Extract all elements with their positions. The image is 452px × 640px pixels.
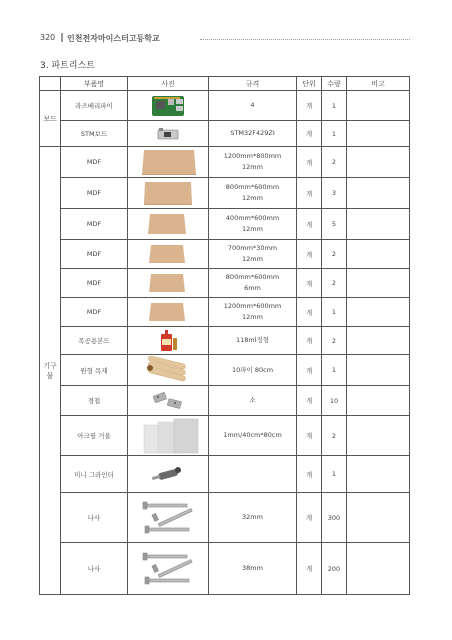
part-name: 원형 목재 <box>61 355 128 386</box>
part-spec <box>209 209 297 240</box>
table-row <box>40 121 410 147</box>
part-photo <box>128 298 209 327</box>
part-unit: 개 <box>297 493 322 543</box>
spec-line-1: 700mm*30mm <box>227 244 278 252</box>
part-spec: 32mm <box>209 493 297 543</box>
part-name: 경첩 <box>61 386 128 416</box>
part-photo <box>128 543 209 595</box>
table-row <box>40 298 410 327</box>
spec-line-2: 12mm <box>242 313 263 321</box>
part-spec: 10파이 80cm <box>209 355 297 386</box>
part-unit: 개 <box>297 209 322 240</box>
part-note <box>347 269 410 298</box>
part-name: MDF <box>61 298 128 327</box>
spec-line-2: 12mm <box>242 163 263 171</box>
part-qty: 1 <box>322 298 347 327</box>
part-note <box>347 147 410 178</box>
table-row <box>40 416 410 456</box>
part-spec: 4 <box>209 91 297 121</box>
part-unit: 개 <box>297 178 322 209</box>
col-header-spec: 규격 <box>209 77 297 91</box>
part-name: 미니 그라인더 <box>61 456 128 493</box>
part-note <box>347 240 410 269</box>
part-qty: 1 <box>322 91 347 121</box>
mdf-board-photo <box>138 148 198 176</box>
part-name: MDF <box>61 178 128 209</box>
part-photo <box>128 147 209 178</box>
header-blank <box>40 77 61 91</box>
table-row <box>40 543 410 595</box>
part-spec: 소 <box>209 386 297 416</box>
part-qty: 2 <box>322 416 347 456</box>
header-dotted-rule <box>200 39 410 40</box>
category-equipment: 기구물 <box>40 147 61 595</box>
part-spec: 38mm <box>209 543 297 595</box>
part-photo <box>128 178 209 209</box>
part-name: 라즈베리파이 <box>61 91 128 121</box>
spec-line-1: 1200mm*600mm <box>223 302 282 310</box>
part-note <box>347 355 410 386</box>
part-note <box>347 327 410 355</box>
mdf-board-photo <box>147 301 189 323</box>
part-photo <box>128 269 209 298</box>
part-note <box>347 121 410 147</box>
raspberry-pi-photo <box>150 93 186 119</box>
part-spec <box>209 240 297 269</box>
parts-table <box>39 76 410 595</box>
part-name: MDF <box>61 269 128 298</box>
spec-line-2: 6mm <box>244 284 261 292</box>
table-row <box>40 386 410 416</box>
part-name: MDF <box>61 209 128 240</box>
part-unit: 개 <box>297 91 322 121</box>
table-row <box>40 178 410 209</box>
part-qty: 10 <box>322 386 347 416</box>
wooden-dowel-photo <box>144 356 192 384</box>
table-row <box>40 355 410 386</box>
table-row <box>40 91 410 121</box>
mdf-board-photo <box>141 180 195 206</box>
part-note <box>347 178 410 209</box>
part-name: 아크릴 거울 <box>61 416 128 456</box>
col-header-photo: 사진 <box>128 77 209 91</box>
table-header-row <box>40 77 410 91</box>
part-name: 목공용본드 <box>61 327 128 355</box>
mdf-board-photo <box>147 243 189 265</box>
part-photo <box>128 386 209 416</box>
table-row <box>40 269 410 298</box>
part-note <box>347 209 410 240</box>
part-spec <box>209 178 297 209</box>
table-row <box>40 209 410 240</box>
col-header-name: 부품명 <box>61 77 128 91</box>
part-note <box>347 91 410 121</box>
mdf-board-photo <box>146 212 190 236</box>
part-name: 나사 <box>61 493 128 543</box>
spec-line-1: 400mm*600mm <box>225 214 280 222</box>
spec-line-2: 12mm <box>242 255 263 263</box>
part-note <box>347 456 410 493</box>
spec-line-1: 800mm*600mm <box>225 273 280 281</box>
part-name: STM보드 <box>61 121 128 147</box>
part-photo <box>128 91 209 121</box>
table-row <box>40 493 410 543</box>
screw-photo <box>137 547 199 591</box>
table-row <box>40 240 410 269</box>
part-unit: 개 <box>297 327 322 355</box>
part-unit: 개 <box>297 456 322 493</box>
part-note <box>347 386 410 416</box>
part-photo <box>128 416 209 456</box>
hinge-photo <box>151 390 185 412</box>
part-qty: 1 <box>322 456 347 493</box>
spec-line-2: 12mm <box>242 225 263 233</box>
category-board: 보드 <box>40 91 61 147</box>
spec-line-2: 12mm <box>242 194 263 202</box>
part-spec: 1mm/40cm*80cm <box>209 416 297 456</box>
part-qty: 3 <box>322 178 347 209</box>
part-photo <box>128 240 209 269</box>
part-qty: 2 <box>322 147 347 178</box>
part-unit: 개 <box>297 355 322 386</box>
part-note <box>347 298 410 327</box>
part-unit: 개 <box>297 147 322 178</box>
part-unit: 개 <box>297 298 322 327</box>
part-photo <box>128 327 209 355</box>
part-photo <box>128 355 209 386</box>
part-qty: 5 <box>322 209 347 240</box>
part-qty: 200 <box>322 543 347 595</box>
table-row <box>40 456 410 493</box>
part-photo <box>128 493 209 543</box>
page-header <box>40 31 410 45</box>
part-unit: 개 <box>297 416 322 456</box>
mini-grinder-photo <box>150 462 186 486</box>
part-unit: 개 <box>297 386 322 416</box>
part-spec <box>209 456 297 493</box>
part-spec <box>209 147 297 178</box>
col-header-qty: 수량 <box>322 77 347 91</box>
part-photo <box>128 209 209 240</box>
table-row <box>40 327 410 355</box>
part-qty: 2 <box>322 240 347 269</box>
part-spec: 118ml정형 <box>209 327 297 355</box>
part-name: 나사 <box>61 543 128 595</box>
part-unit: 개 <box>297 543 322 595</box>
part-note <box>347 493 410 543</box>
part-qty: 1 <box>322 355 347 386</box>
spec-line-1: 800mm*600mm <box>225 183 280 191</box>
part-qty: 1 <box>322 121 347 147</box>
part-qty: 300 <box>322 493 347 543</box>
part-unit: 개 <box>297 240 322 269</box>
part-name: MDF <box>61 147 128 178</box>
part-unit: 개 <box>297 121 322 147</box>
part-note <box>347 416 410 456</box>
part-spec: STM32F429ZI <box>209 121 297 147</box>
wood-glue-photo <box>156 329 180 353</box>
table-row <box>40 147 410 178</box>
col-header-unit: 단위 <box>297 77 322 91</box>
part-spec <box>209 298 297 327</box>
header-divider <box>61 33 63 42</box>
part-note <box>347 543 410 595</box>
section-title: 3. 파트리스트 <box>40 61 95 71</box>
part-spec <box>209 269 297 298</box>
part-photo <box>128 121 209 147</box>
part-name: MDF <box>61 240 128 269</box>
mdf-board-photo <box>147 272 189 294</box>
part-unit: 개 <box>297 269 322 298</box>
part-qty: 2 <box>322 269 347 298</box>
part-qty: 2 <box>322 327 347 355</box>
acrylic-mirror-photo <box>136 417 200 455</box>
screw-photo <box>137 496 199 540</box>
stm-board-photo <box>156 126 180 142</box>
page-number: 320 <box>40 33 56 42</box>
spec-line-1: 1200mm*800mm <box>223 152 282 160</box>
school-name: 인천전자마이스터고등학교 <box>67 34 160 43</box>
part-photo <box>128 456 209 493</box>
col-header-note: 비고 <box>347 77 410 91</box>
